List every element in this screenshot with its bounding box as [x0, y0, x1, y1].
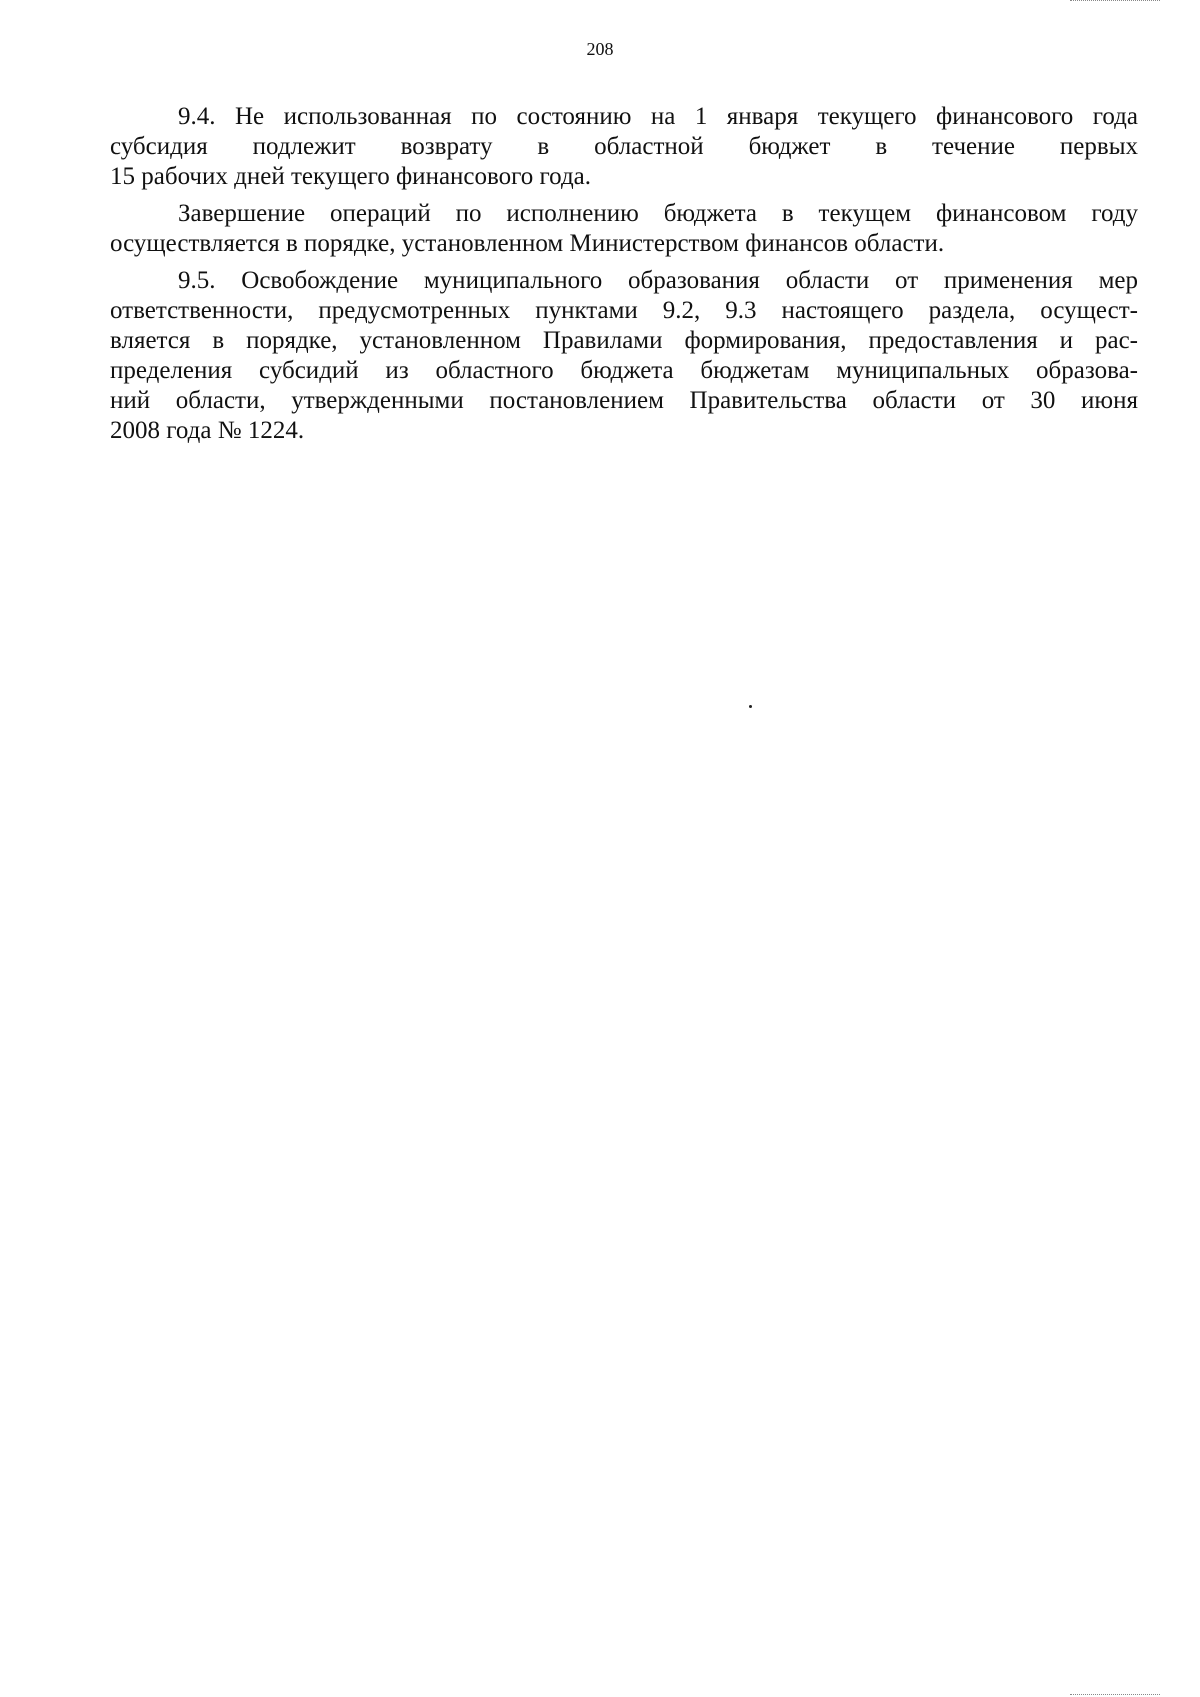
scan-edge-mark-top	[1070, 0, 1160, 4]
text-line: субсидия подлежит возврату в областной бюджет в течение первых	[110, 133, 1138, 160]
text-line: осуществляется в порядке, установленном Министерством финансов области.	[110, 230, 945, 257]
paragraph-9-4	[110, 102, 1138, 192]
text-line: 9.5. Освобождение муниципального образования области от применения мер	[178, 267, 1138, 294]
text-line: вляется в порядке, установленном Правилами формирования, предоставления и рас-	[110, 327, 1138, 354]
text-line: ответственности, предусмотренных пунктами 9.2, 9.3 настоящего раздела, осущест-	[110, 297, 1138, 324]
paragraph-9-5	[110, 266, 1138, 446]
paragraph-completion	[110, 199, 1138, 259]
text-line: 2008 года № 1224.	[110, 417, 305, 444]
text-line: 15 рабочих дней текущего финансового года.	[110, 163, 592, 190]
document-body	[110, 102, 1138, 453]
page-number: 208	[586, 39, 614, 59]
scan-speck	[749, 705, 752, 708]
text-line: пределения субсидий из областного бюджета бюджетам муниципальных образова-	[110, 357, 1138, 384]
text-line: ний области, утвержденными постановлением Правительства области от 30 июня	[110, 387, 1138, 414]
scan-edge-mark-bottom	[1070, 1691, 1160, 1695]
text-line: Завершение операций по исполнению бюджета в текущем финансовом году	[178, 200, 1138, 227]
text-line: 9.4. Не использованная по состоянию на 1 января текущего финансового года	[178, 103, 1138, 130]
